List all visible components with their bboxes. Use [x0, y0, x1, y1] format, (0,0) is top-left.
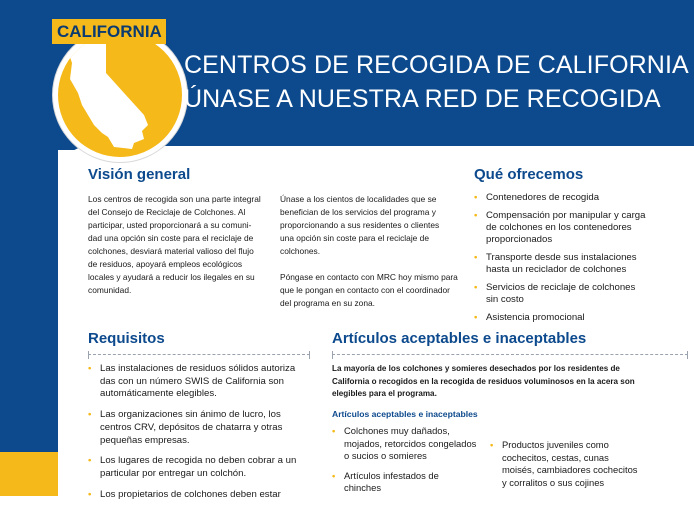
- accepted-list-right: [490, 439, 688, 489]
- list-item-line: • Transporte desde sus instalaciones: [486, 252, 637, 263]
- list-item-line: • Artículos infestados de: [344, 469, 439, 481]
- list-item-line: cochecitos, cestas, cunas: [502, 451, 609, 463]
- text-line: locales y ayudará a reducir los ilegales en su: [88, 272, 255, 282]
- text-line: del Consejo de Reciclaje de Colchones. Al: [88, 207, 246, 217]
- list-item-line: chinches: [344, 482, 382, 493]
- text-line: de residuos, apoyará empleos ecológicos: [88, 259, 243, 269]
- california-emblem: [58, 33, 182, 157]
- list-item: [88, 489, 310, 502]
- accepted-list-left: [332, 425, 497, 495]
- list-item: [332, 425, 497, 463]
- list-item: [474, 252, 689, 276]
- list-item-line: particular por entregar un colchón.: [100, 467, 247, 479]
- text-line: Únase a los cientos de localidades que se: [280, 194, 437, 204]
- accepted-divider: [332, 354, 688, 355]
- list-item-line: • Compensación por manipular y carga: [486, 210, 646, 221]
- accepted-title: Artículos aceptables e inaceptables: [332, 330, 587, 347]
- text-line: comunidad.: [88, 285, 132, 295]
- list-item: [474, 192, 689, 204]
- list-item: [88, 455, 310, 480]
- list-item: [332, 470, 497, 495]
- text-line: Póngase en contacto con MRC hoy mismo para: [280, 272, 458, 282]
- list-item-line: sin costo: [486, 294, 524, 305]
- text-line: Los centros de recogida son una parte integral: [88, 194, 261, 204]
- list-item: [88, 363, 310, 401]
- text-line: dad una opción sin coste para el reciclaje de: [88, 233, 254, 243]
- text-line: colchones, desviará material valioso del flujo: [88, 246, 254, 256]
- accepted-subtitle: Artículos aceptables e inaceptables: [332, 409, 478, 419]
- text-line: participar, usted proporcionará a su comuni-: [88, 220, 252, 230]
- list-item-line: o sucios o somieres: [344, 450, 427, 461]
- requirements-list: [88, 363, 310, 501]
- title-line-2: ÚNASE A NUESTRA RED DE RECOGIDA: [184, 85, 661, 113]
- list-item-line: • Colchones muy dañados,: [344, 425, 450, 436]
- california-map-icon: [58, 33, 182, 157]
- overview-title: Visión general: [88, 166, 191, 183]
- text-line: benefician de los servicios del programa y: [280, 207, 436, 217]
- list-item-line: pequeñas empresas.: [100, 434, 190, 446]
- list-item: [474, 210, 689, 246]
- text-line: proporcionando a sus residentes o clientes: [280, 220, 440, 230]
- list-item-line: • Las instalaciones de residuos sólidos autoriza: [100, 363, 296, 374]
- list-item: [88, 409, 310, 447]
- overview-contact-paragraph: [280, 271, 458, 310]
- overview-join-paragraph: [280, 193, 455, 258]
- requirements-title: Requisitos: [88, 330, 165, 347]
- offer-list: [474, 192, 689, 324]
- title-line-1: CENTROS DE RECOGIDA DE CALIFORNIA: [184, 51, 689, 79]
- left-accent-bar-gold: [0, 452, 58, 496]
- state-label: CALIFORNIA: [52, 19, 166, 44]
- accepted-intro: [332, 363, 688, 401]
- list-item-line: • Los propietarios de colchones deben estar: [100, 488, 281, 500]
- list-item: [490, 439, 688, 489]
- list-item-line: • Los lugares de recogida no deben cobrar a un: [100, 455, 297, 467]
- text-line: una opción sin coste para el reciclaje de: [280, 233, 429, 243]
- list-item-line: de colchones en los contenedores: [486, 222, 632, 233]
- text-line: elegibles para el programa.: [332, 389, 437, 398]
- list-item-line: automáticamente elegibles.: [100, 388, 217, 400]
- list-item-line: proporcionados: [486, 234, 553, 245]
- list-item-line: moisés, cambiadores cochecitos: [502, 464, 638, 475]
- text-line: California o recogidos en la recogida de residuos voluminosos en la acera son: [332, 376, 635, 386]
- requirements-divider: [88, 354, 310, 355]
- list-item-line: • Productos juveniles como: [502, 439, 609, 450]
- list-item: [474, 282, 689, 306]
- left-accent-bar: [0, 150, 58, 496]
- list-item-line: centros CRV, depósitos de chatarra y otras: [100, 421, 283, 433]
- list-item-line: mojados, retorcidos congelados: [344, 437, 477, 449]
- list-item-line: • Contenedores de recogida: [486, 192, 600, 203]
- text-line: que le pongan en contacto con el coordinador: [280, 285, 450, 295]
- list-item: [474, 312, 689, 324]
- list-item-line: hasta un reciclador de colchones: [486, 264, 627, 275]
- list-item-line: • Asistencia promocional: [486, 312, 585, 323]
- text-line: colchones.: [280, 246, 321, 256]
- list-item-line: y corralitos o sus cojines: [502, 476, 605, 488]
- offer-title: Qué ofrecemos: [474, 166, 584, 183]
- text-line: La mayoría de los colchones y somieres desechados por los residentes de: [332, 364, 620, 373]
- overview-paragraph: [88, 193, 268, 297]
- page-title: [184, 48, 689, 116]
- text-line: del programa en su zona.: [280, 298, 375, 308]
- list-item-line: • Las organizaciones sin ánimo de lucro, los: [100, 409, 281, 421]
- list-item-line: • Servicios de reciclaje de colchones: [486, 282, 636, 293]
- list-item-line: das con un número SWIS de California son: [100, 375, 284, 387]
